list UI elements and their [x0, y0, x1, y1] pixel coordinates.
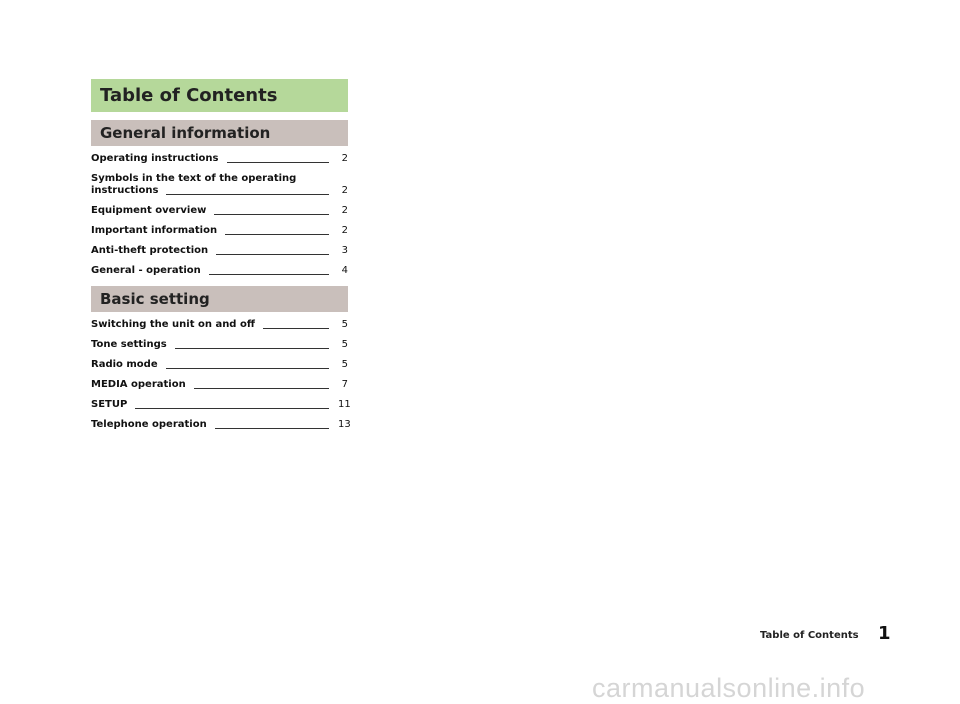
toc-entry-page: 5 [341, 339, 348, 350]
toc-list-general [91, 153, 348, 277]
toc-entry-label: Anti-theft protection [91, 245, 209, 256]
toc-entry-page: 2 [341, 153, 348, 164]
toc-entry-label: Telephone operation [91, 419, 207, 430]
toc-entry-page: 11 [338, 399, 351, 410]
toc-entry-label: Operating instructions [91, 153, 219, 164]
toc-entry[interactable] [91, 339, 348, 351]
toc-entry-page: 4 [341, 265, 348, 276]
toc-entry[interactable] [91, 359, 348, 371]
leader-line [194, 388, 329, 389]
leader-line [166, 194, 329, 195]
toc-list-basic-setting [91, 319, 351, 431]
toc-title: Table of Contents [100, 85, 278, 106]
leader-line [214, 214, 329, 215]
toc-entry-page: 2 [341, 225, 348, 236]
toc-entry-label-line1: Symbols in the text of the operating [91, 173, 297, 184]
toc-entry-label: Equipment overview [91, 205, 207, 216]
leader-line [225, 234, 329, 235]
footer-section-label: Table of Contents [760, 630, 859, 641]
section-heading-label: Basic setting [100, 290, 210, 308]
footer-page-number: 1 [878, 623, 891, 644]
toc-entry-label: Tone settings [91, 339, 167, 350]
toc-entry[interactable] [91, 245, 348, 257]
toc-entry-page: 2 [341, 185, 348, 196]
toc-entry[interactable] [91, 399, 351, 411]
leader-line [216, 254, 329, 255]
toc-entry-label: Important information [91, 225, 218, 236]
toc-entry[interactable] [91, 419, 351, 431]
toc-entry-page: 5 [341, 319, 348, 330]
toc-entry-page: 5 [341, 359, 348, 370]
toc-entry-label: General - operation [91, 265, 201, 276]
leader-line [215, 428, 329, 429]
leader-line [227, 162, 330, 163]
section-heading-label: General information [100, 124, 271, 142]
leader-line [166, 368, 329, 369]
toc-entry-page: 13 [338, 419, 351, 430]
toc-entry-page: 2 [341, 205, 348, 216]
toc-entry-page: 3 [341, 245, 348, 256]
leader-line [209, 274, 329, 275]
toc-entry-label: Radio mode [91, 359, 158, 370]
toc-title-band [91, 79, 348, 112]
toc-entry[interactable] [91, 265, 348, 277]
section-heading-basic-setting [91, 286, 348, 312]
toc-entry[interactable] [91, 205, 348, 217]
toc-entry-label: Switching the unit on and off [91, 319, 255, 330]
toc-entry[interactable] [91, 379, 348, 391]
leader-line [263, 328, 329, 329]
toc-entry-label: MEDIA operation [91, 379, 186, 390]
leader-line [135, 408, 329, 409]
toc-entry[interactable] [91, 225, 348, 237]
toc-entry-page: 7 [341, 379, 348, 390]
toc-entry[interactable] [91, 153, 348, 165]
toc-entry[interactable] [91, 173, 348, 197]
toc-entry[interactable] [91, 319, 348, 331]
section-heading-general [91, 120, 348, 146]
leader-line [175, 348, 329, 349]
toc-column [91, 79, 351, 431]
watermark-text: carmanualsonline.info [592, 673, 866, 703]
toc-entry-label: SETUP [91, 399, 128, 410]
toc-entry-label: instructions [91, 185, 159, 196]
